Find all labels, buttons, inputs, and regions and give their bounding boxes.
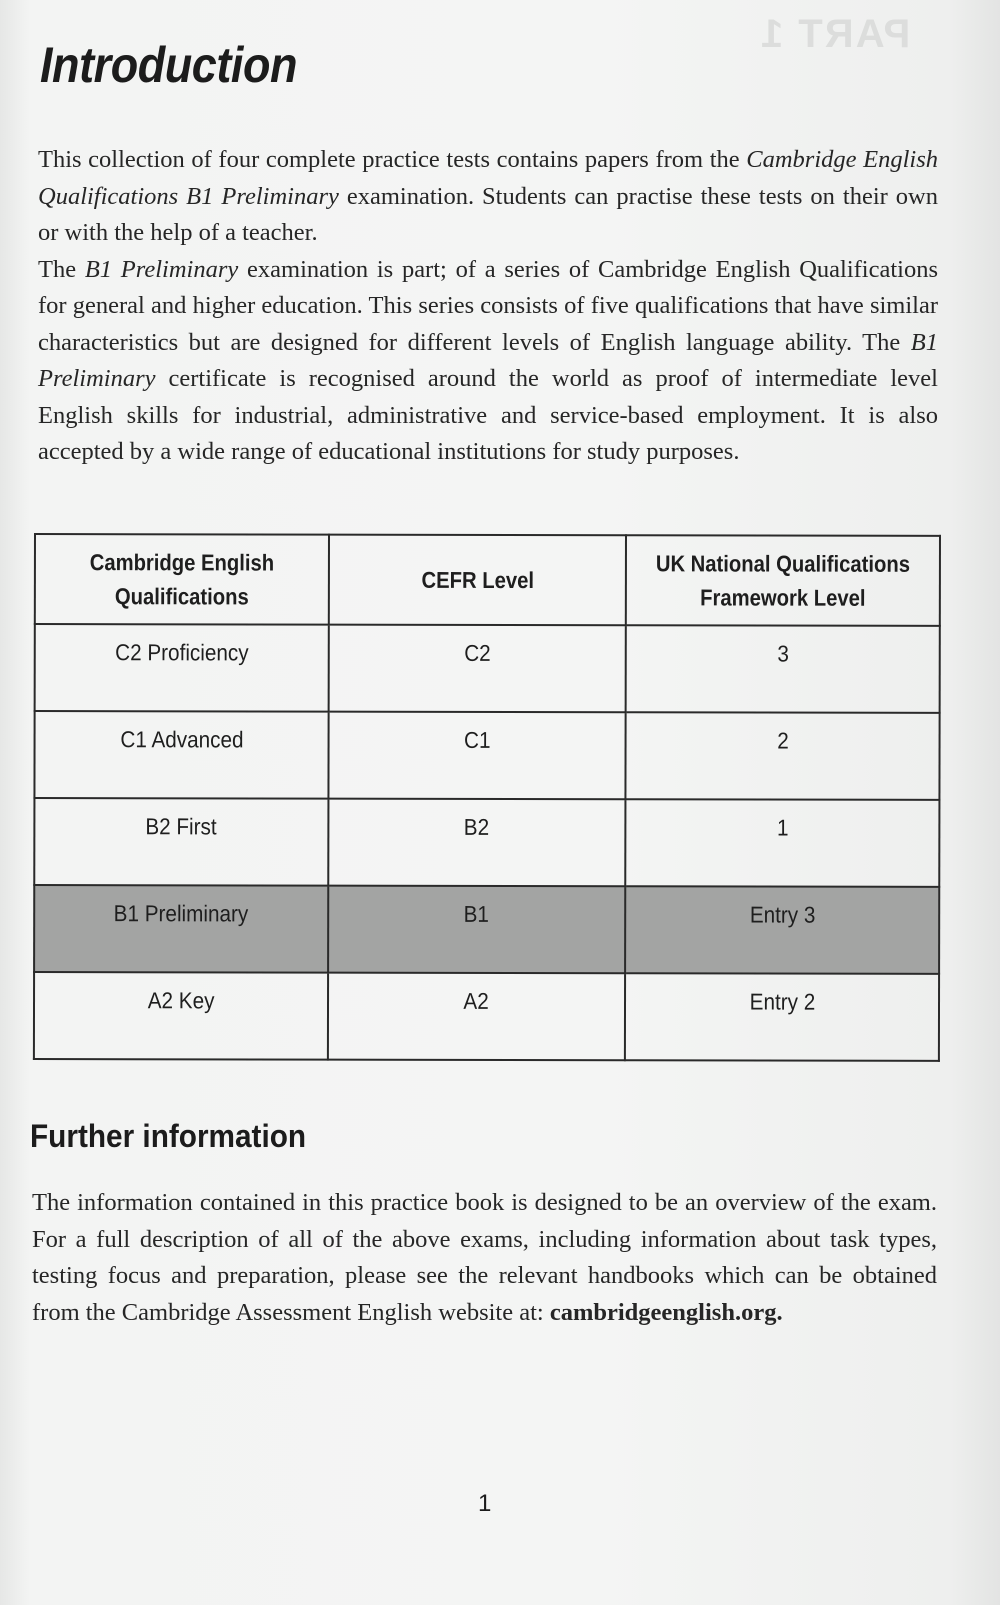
nqf-cell: Entry 2 — [625, 973, 939, 1061]
intro-text — [38, 142, 938, 471]
cefr-cell: A2 — [328, 973, 625, 1061]
table-row — [34, 798, 939, 887]
further-paragraph: The information contained in this practice book is designed to be an overview of the exam. For a full description of all of the above exams, including information about task types, testing focus and preparation, please see the relevant handbooks which can be obtained from the Cambridge Assessment English website at: cambridgeenglish.org. — [32, 1189, 937, 1326]
intro-paragraph-1: This collection of four complete practice tests contains papers from the Cambridge English Qualifications B1 Preliminary examination. Students can practise these tests on their own or with the help of a teacher. — [38, 146, 938, 246]
table-row — [35, 624, 940, 713]
nqf-cell: Entry 3 — [625, 886, 939, 974]
page-title: Introduction — [40, 37, 298, 93]
table-row — [34, 972, 939, 1061]
intro-paragraph-2: The B1 Preliminary examination is part; of a series of Cambridge English Qualifications for general and higher education. This series consists of five qualifications that have similar characteristics but are designed for different levels of English language ability. The B1 Preliminary certificate is recognised around the world as proof of intermediate level English skills for industrial, administrative and service-based employment. It is also accepted by a wide range of educational institutions for study purposes. — [38, 255, 938, 465]
section-heading-further-information: Further information — [30, 1118, 307, 1154]
nqf-cell: 2 — [625, 712, 939, 800]
qualification-cell: B2 First — [34, 798, 328, 886]
website-link: cambridgeenglish.org. — [549, 1298, 783, 1326]
header-cefr-level: CEFR Level — [329, 535, 626, 626]
qualifications-table — [33, 533, 941, 1062]
cefr-cell: B1 — [328, 886, 625, 974]
page-number: 1 — [478, 1490, 492, 1517]
qualification-cell: C1 Advanced — [34, 711, 328, 799]
nqf-cell: 1 — [625, 799, 939, 887]
table-header-row — [35, 534, 940, 626]
nqf-cell: 3 — [626, 625, 940, 713]
qualification-cell: B1 Preliminary — [34, 885, 328, 973]
qualification-cell: C2 Proficiency — [35, 624, 329, 712]
cefr-cell: C2 — [329, 625, 626, 713]
show-through-text: PART 1 — [758, 12, 910, 56]
cefr-cell: B2 — [328, 799, 625, 887]
further-information-text — [32, 1185, 937, 1331]
table-row-highlighted — [34, 885, 939, 974]
header-qualifications: Cambridge English Qualifications — [35, 534, 329, 625]
qualification-cell: A2 Key — [34, 972, 328, 1060]
cefr-cell: C1 — [328, 712, 625, 800]
table-row — [34, 711, 939, 800]
header-uk-nqf-level: UK National Qualifications Framework Level — [626, 535, 940, 626]
